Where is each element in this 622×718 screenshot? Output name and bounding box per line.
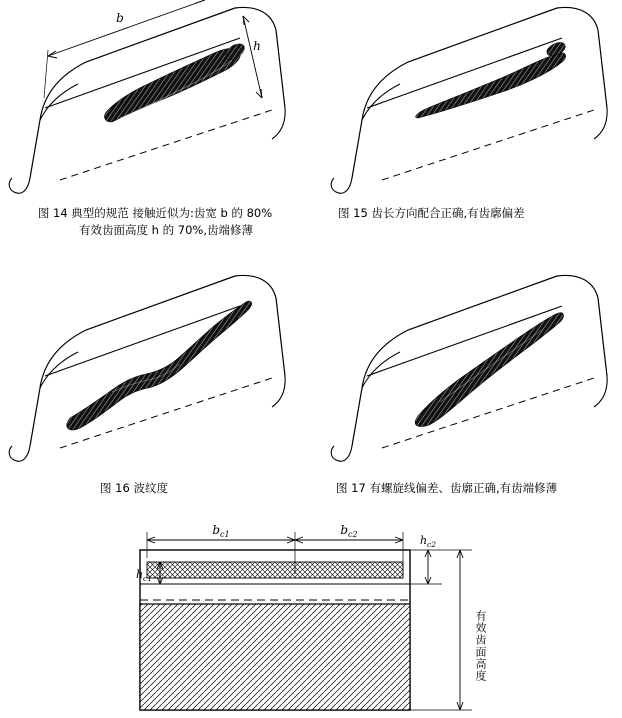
figure-15-caption [338,205,618,222]
contact-pattern [416,53,566,118]
contact-pattern [67,301,252,430]
figure-15-caption-line1: 图 15 齿长方向配合正确,有齿廓偏差 [338,206,525,220]
figure-16-caption [100,480,300,497]
figure-17-caption [336,480,622,497]
figure-17-drawing [322,268,622,468]
effective-tooth-height-label: 有效齿面高度 [474,610,487,682]
figure-17-caption-line1: 图 17 有螺旋线偏差、齿廓正确,有齿端修薄 [336,481,558,495]
figure-15-drawing [322,0,622,200]
dim-bc2-label: $b_{c2}$ [340,523,358,539]
figure-18-diagram [120,512,510,718]
figure-14-caption [10,205,300,239]
figure-16-drawing [0,268,300,468]
figure-14-drawing [0,0,300,200]
dim-h-label: h [253,39,261,53]
dim-hc2-label: $h_{c2}$ [419,534,437,549]
figure-14-caption-line2: 有效齿面高度 h 的 70%,齿端修薄 [79,223,253,237]
dim-bc1-label: $b_{c1}$ [212,523,230,539]
contact-pattern [415,313,563,427]
figure-14-caption-line1: 图 14 典型的规范 接触近似为:齿宽 b 的 80% [37,206,273,220]
dim-b-label: b [116,11,124,25]
figure-16-caption-line1: 图 16 波纹度 [100,481,168,495]
dim-hc1-label: $h_{c1}$ [135,568,153,583]
